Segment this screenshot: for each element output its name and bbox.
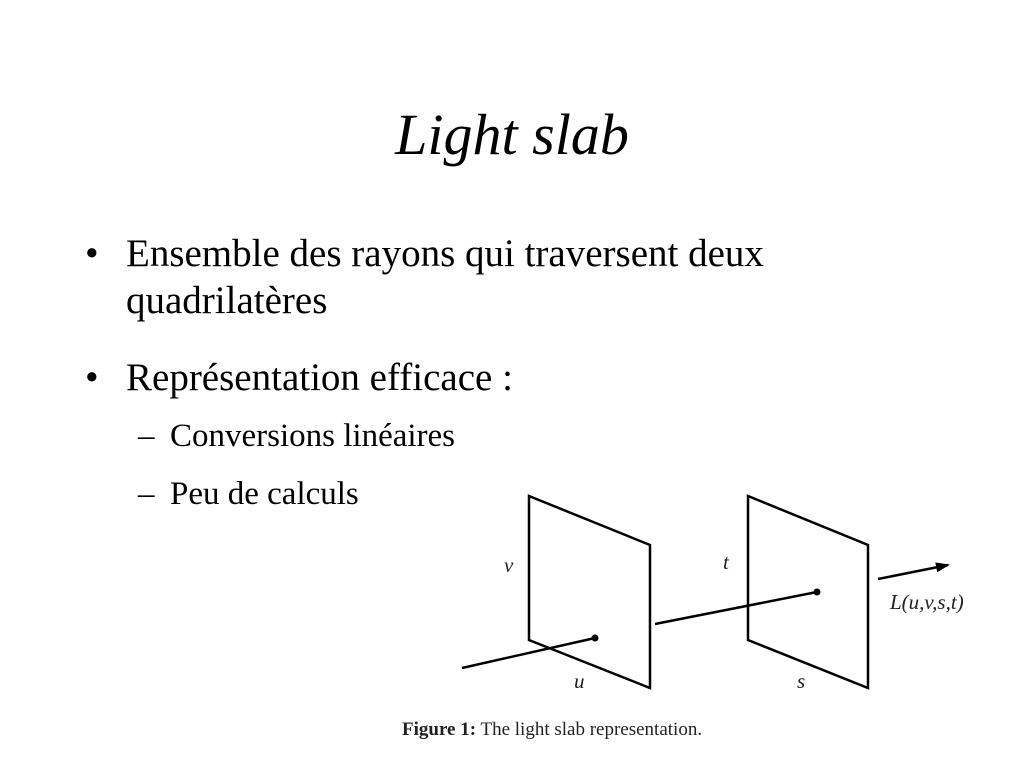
label-s: s [797, 669, 806, 693]
label-t: t [723, 550, 729, 574]
bullet-marker: • [85, 356, 99, 399]
bullet-text: Ensemble des rayons qui traversent deux quadrilatères [126, 232, 764, 322]
st-plane [748, 496, 868, 688]
sub-bullet-text: Conversions linéaires [170, 418, 456, 454]
bullet-text: Représentation efficace : [126, 356, 513, 399]
bullet-marker: • [85, 232, 99, 275]
label-ray-function: L(u,v,s,t) [890, 590, 964, 614]
figure-caption-text: The light slab representation. [476, 719, 703, 740]
uv-plane [529, 496, 650, 688]
dash-marker: – [138, 418, 155, 454]
uv-intersection-point [592, 635, 599, 642]
sub-bullet-text: Peu de calculs [170, 476, 359, 512]
label-v: v [504, 553, 514, 577]
light-slab-diagram [450, 488, 1010, 708]
dash-marker: – [138, 476, 155, 512]
ray-outgoing-arrow [878, 565, 948, 579]
st-intersection-point [814, 589, 821, 596]
light-slab-figure [402, 488, 1010, 758]
figure-caption [402, 718, 862, 742]
label-u: u [574, 669, 585, 693]
figure-caption-label: Figure 1: [402, 719, 477, 740]
slide-title: Light slab [395, 102, 629, 167]
